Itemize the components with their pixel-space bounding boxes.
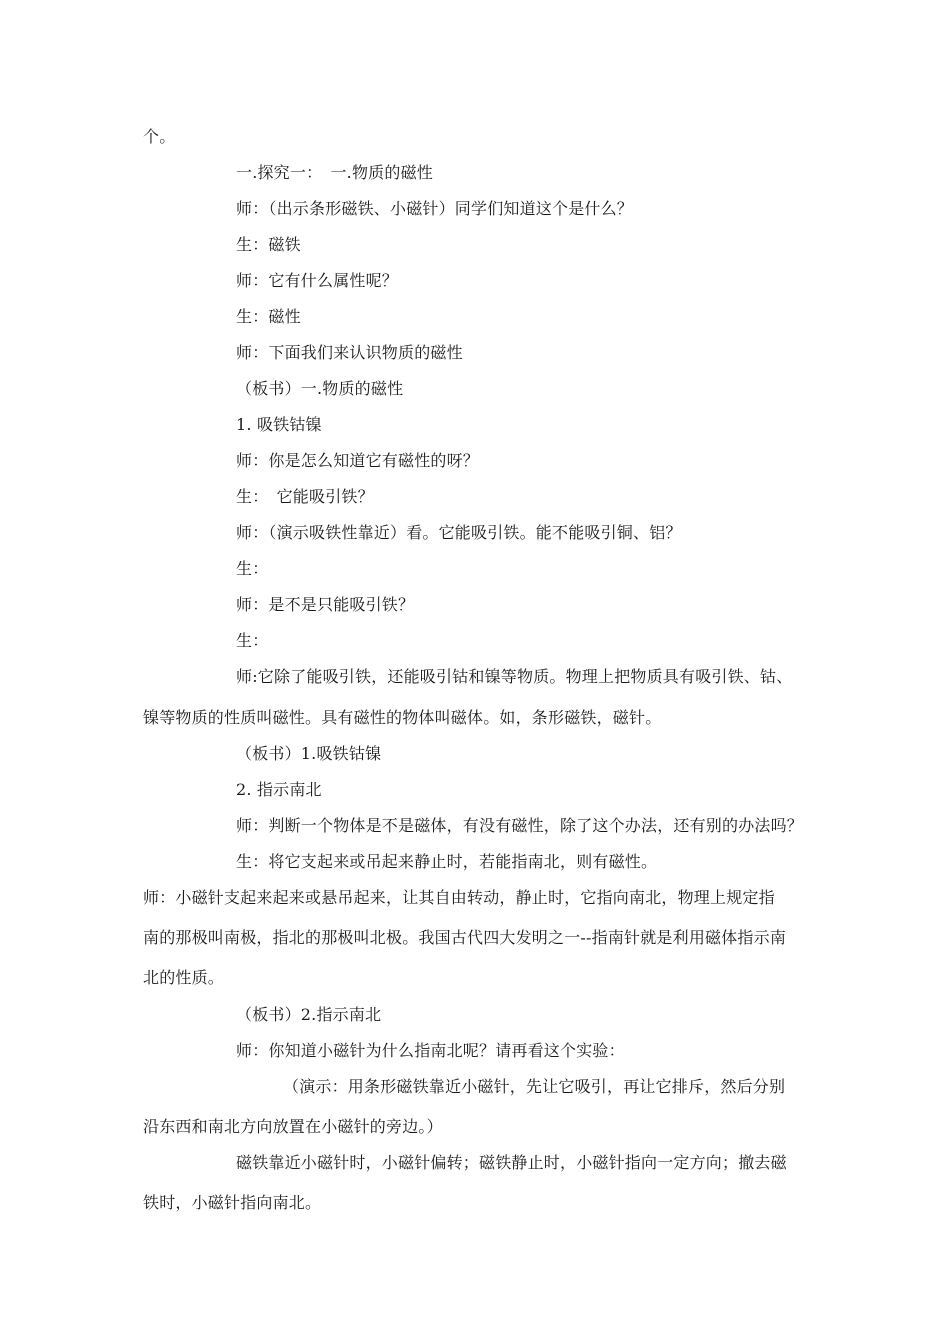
dialogue-line: 生：磁铁 bbox=[236, 235, 301, 254]
dialogue-line: 师：判断一个物体是不是磁体，有没有磁性，除了这个办法，还有别的办法吗？ bbox=[236, 816, 804, 835]
text-line: 个。 bbox=[143, 127, 176, 146]
dialogue-line: 生： bbox=[236, 631, 269, 650]
text-line: 沿东西和南北方向放置在小磁针的旁边。） bbox=[143, 1117, 443, 1136]
dialogue-line: 师：（出示条形磁铁、小磁针）同学们知道这个是什么？ bbox=[236, 199, 634, 218]
dialogue-line: 师：你知道小磁针为什么指南北呢？请再看这个实验： bbox=[236, 1041, 625, 1060]
text-line: 铁时，小磁针指向南北。 bbox=[143, 1193, 322, 1212]
text-line: 南的那极叫南极，指北的那极叫北极。我国古代四大发明之一--指南针就是利用磁体指示南 bbox=[143, 928, 787, 947]
subsection-heading: 2. 指示南北 bbox=[236, 780, 322, 799]
dialogue-line: 师：是不是只能吸引铁？ bbox=[236, 595, 415, 614]
dialogue-line: 师：它有什么属性呢？ bbox=[236, 271, 399, 290]
demo-note: （演示：用条形磁铁靠近小磁针，先让它吸引，再让它排斥，然后分别 bbox=[283, 1077, 786, 1096]
board-note: （板书）一.物质的磁性 bbox=[236, 379, 404, 398]
text-line: 北的性质。 bbox=[143, 968, 225, 987]
dialogue-line: 师：（演示吸铁性靠近）看。它能吸引铁。能不能吸引铜、铝？ bbox=[236, 523, 682, 542]
text-line: 磁铁靠近小磁针时，小磁针偏转；磁铁静止时，小磁针指向一定方向；撤去磁 bbox=[236, 1153, 787, 1172]
dialogue-line: 师：下面我们来认识物质的磁性 bbox=[236, 343, 463, 362]
dialogue-line: 师:它除了能吸引铁，还能吸引钴和镍等物质。物理上把物质具有吸引铁、钴、 bbox=[236, 667, 793, 686]
dialogue-line: 师：你是怎么知道它有磁性的呀？ bbox=[236, 451, 480, 470]
section-heading: 一.探究一： 一.物质的磁性 bbox=[236, 163, 433, 182]
dialogue-line: 生：将它支起来或吊起来静止时，若能指南北，则有磁性。 bbox=[236, 852, 658, 871]
subsection-heading: 1. 吸铁钴镍 bbox=[236, 415, 322, 434]
dialogue-line: 生：磁性 bbox=[236, 307, 301, 326]
text-line: 镍等物质的性质叫磁性。具有磁性的物体叫磁体。如，条形磁铁，磁针。 bbox=[143, 708, 662, 727]
dialogue-line: 师：小磁针支起来起来或悬吊起来，让其自由转动，静止时，它指向南北，物理上规定指 bbox=[143, 888, 775, 907]
dialogue-line: 生： 它能吸引铁？ bbox=[236, 487, 374, 506]
board-note: （板书）1.吸铁钴镍 bbox=[236, 744, 382, 763]
dialogue-line: 生： bbox=[236, 559, 269, 578]
board-note: （板书）2.指示南北 bbox=[236, 1005, 382, 1024]
